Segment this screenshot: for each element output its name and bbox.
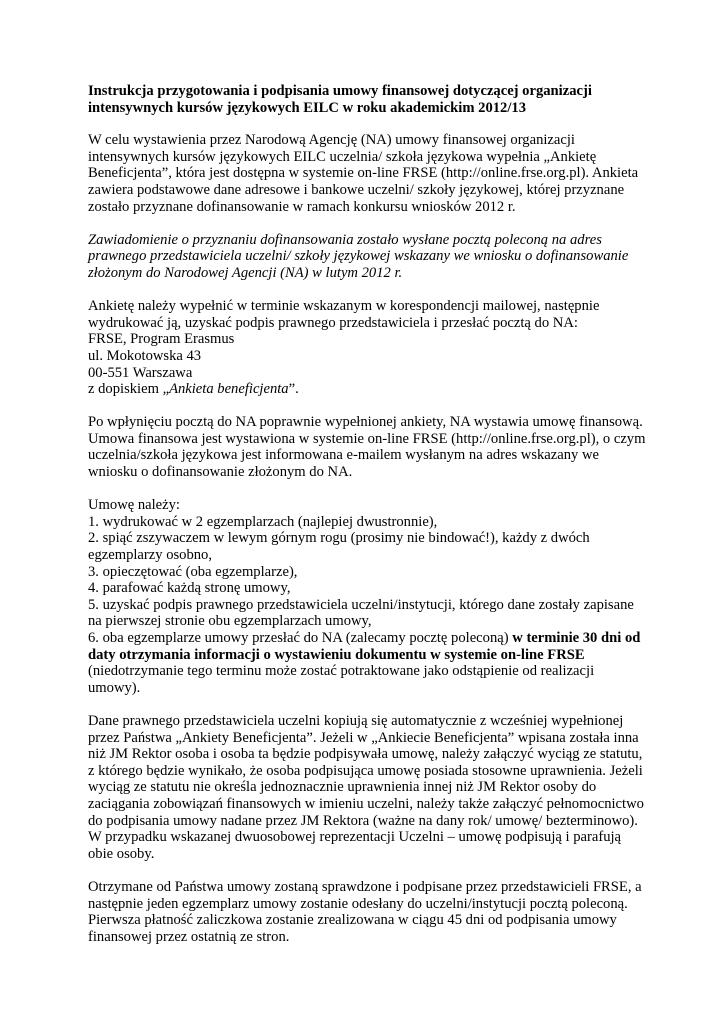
step-3: 3. opieczętować (oba egzemplarze), (88, 563, 298, 580)
step-6-prefix: 6. oba egzemplarze umowy przesłać do NA (zalecamy pocztę poleconą) (88, 630, 513, 646)
notice-paragraph: Zawiadomienie o przyznaniu dofinansowania zostało wysłane pocztą poleconą na adres prawnego przedstawiciela uczelni/ szkoły językowej wskazany we wniosku o dofinansowanie złożonym do Narodowej Agencji (NA) w lutym 2012 r. (88, 231, 629, 281)
address-block (88, 298, 648, 398)
document-page (88, 83, 648, 962)
fill-instructions: Ankietę należy wypełnić w terminie wskazanym w korespondencji mailowej, następnie wydrukować ją, uzyskać podpis prawnego przedstawiciela i przesłać pocztą do NA: (88, 298, 600, 331)
steps-heading: Umowę należy: (88, 497, 180, 514)
step-2: 2. spiąć zszywaczem w lewym górnym rogu (prosimy nie bindować!), każdy z dwóch egzemplarzy osobno, (88, 530, 590, 564)
steps-list (88, 497, 648, 696)
document-title: Instrukcja przygotowania i podpisania umowy finansowej dotyczącej organizacji intensywnych kursów językowych EILC w roku akademickim 2012/13 (88, 83, 592, 116)
address-line-3: 00-551 Warszawa (88, 364, 193, 381)
after-receipt-paragraph: Po wpłynięciu pocztą do NA poprawnie wypełnionej ankiety, NA wystawia umowę finansową. Umowa finansowa jest wystawiona w systemie on-line FRSE (http://online.frse.org.pl), o czym uczelnia/szkoła językowa jest informowana e-mailem wysłanym na adres wskazany we wniosku o dofinansowanie złożonym do NA. (88, 414, 646, 481)
legal-representative-paragraph: Dane prawnego przedstawiciela uczelni kopiują się automatycznie z wcześniej wypełnionej przez Państwa „Ankiety Beneficjenta”. Jeżeli w „Ankiecie Beneficjenta” wpisana została inna niż JM Rektor osoba i osoba ta będzie podpisywała umowę, należy załączyć wyciąg ze statutu, z którego będzie wynikało, że osoba podpisująca umowę posiada stosowne uprawnienia. Jeżeli wyciąg ze statutu nie określa jednoznacznie uprawnienia innej niż JM Rektor osoby do zaciągania zobowiązań finansowych w imieniu uczelni, należy także załączyć pełnomocnictwo do podpisania umowy nadane przez JM Rektora (ważne na dany rok/ umowę/ bezterminowo). W przypadku wskazanej dwuosobowej reprezentacji Uczelni – umowę podpisują i parafują obie osoby. (88, 712, 644, 862)
step-6 (88, 630, 648, 696)
step-6-suffix: (niedotrzymanie tego terminu może zostać potraktowane jako odstąpienie od realizacji umowy). (88, 663, 595, 696)
annotation-prefix: z dopiskiem „ (88, 381, 170, 398)
annotation-suffix: ”. (288, 381, 299, 398)
intro-paragraph: W celu wystawienia przez Narodową Agencję (NA) umowy finansowej organizacji intensywnych kursów językowych EILC uczelnia/ szkoła językowa wypełnia „Ankietę Beneficjenta”, która jest dostępna w systemie on-line FRSE (http://online.frse.org.pl). Ankieta zawiera podstawowe dane adresowe i bankowe uczelni/ szkoły językowej, której przyznane zostało przyznane dofinansowanie w ramach konkursu wniosków 2012 r. (88, 132, 639, 215)
annotation-italic: Ankieta beneficjenta (169, 381, 289, 398)
step-4: 4. parafować każdą stronę umowy, (88, 580, 291, 597)
address-annotation (88, 381, 648, 398)
step-6-deadline: w terminie 30 dni od daty otrzymania informacji o wystawieniu dokumentu w systemie on-line FRSE (88, 630, 641, 663)
step-5: 5. uzyskać podpis prawnego przedstawiciela uczelni/instytucji, którego dane zostały zapisane na pierwszej stronie obu egzemplarzach umowy, (88, 596, 634, 630)
closing-paragraph: Otrzymane od Państwa umowy zostaną sprawdzone i podpisane przez przedstawicieli FRSE, a następnie jeden egzemplarz umowy zostanie odesłany do uczelni/instytucji pocztą poleconą. Pierwsza płatność zaliczkowa zostanie zrealizowana w ciągu 45 dni od podpisania umowy finansowej przez ostatnią ze stron. (88, 878, 642, 945)
address-line-2: ul. Mokotowska 43 (88, 347, 202, 364)
address-line-1: FRSE, Program Erasmus (88, 331, 235, 348)
step-1: 1. wydrukować w 2 egzemplarzach (najlepiej dwustronnie), (88, 513, 438, 530)
